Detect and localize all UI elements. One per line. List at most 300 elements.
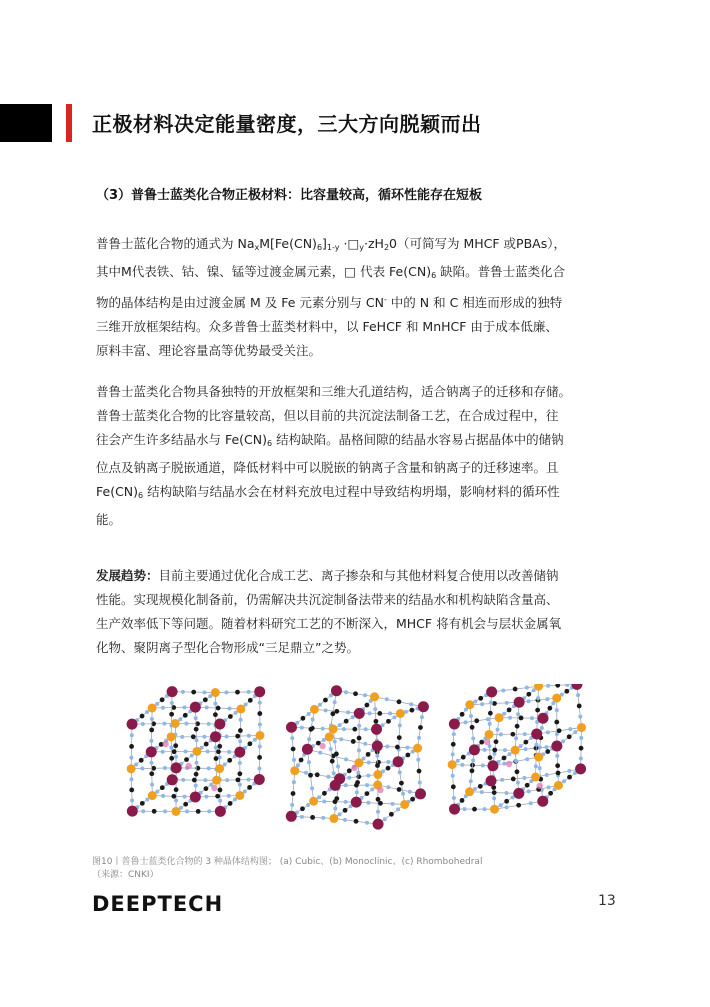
text-line: 性能。实现规模化制备前，仍需解决共沉淀制备法带来的结晶水和机构缺陷含量高、 (96, 592, 559, 607)
nitrogen-atom (333, 700, 337, 704)
carbon-atom (548, 791, 553, 796)
nitrogen-atom (324, 708, 328, 712)
nitrogen-atom (206, 750, 210, 754)
carbon-atom (376, 797, 381, 802)
metal-atom (469, 744, 480, 755)
carbon-atom (169, 756, 174, 761)
iron-atom (554, 781, 563, 790)
nitrogen-atom (141, 809, 145, 813)
carbon-atom (375, 763, 380, 768)
iron-atom (511, 746, 520, 755)
nitrogen-atom (162, 722, 166, 726)
carbon-atom (461, 755, 466, 760)
nitrogen-atom (516, 712, 520, 716)
trend-lead: 发展趋势： (96, 568, 159, 583)
carbon-atom (149, 771, 154, 776)
carbon-atom (139, 758, 144, 763)
iron-atom (396, 709, 405, 718)
metal-atom (190, 702, 201, 713)
carbon-atom (366, 752, 371, 757)
nitrogen-atom (253, 738, 257, 742)
nitrogen-atom (456, 759, 460, 763)
carbon-atom (470, 768, 475, 773)
nitrogen-atom (300, 815, 304, 819)
nitrogen-atom (464, 720, 468, 724)
text-line: 其中M代表铁、钴、镍、锰等过渡金属元素，□ 代表 $Fe(CN)_6$ 缺陷。普鲁士蓝类化合 (96, 264, 566, 280)
metal-atom (449, 804, 460, 815)
carbon-atom (524, 740, 529, 745)
iron-atom (325, 732, 334, 741)
nitrogen-atom (578, 715, 582, 719)
nitrogen-atom (214, 746, 218, 750)
metal-atom (418, 701, 429, 712)
text-line: 化物、聚阴离子型化合物形成“三足鼎立”之势。 (96, 640, 359, 655)
nitrogen-atom (333, 739, 337, 743)
text-line: 能。 (96, 512, 122, 527)
carbon-atom (191, 690, 196, 695)
carbon-atom (129, 744, 134, 749)
nitrogen-atom (329, 747, 333, 751)
nitrogen-atom (514, 736, 518, 740)
carbon-atom (213, 712, 218, 717)
iron-atom (465, 787, 474, 796)
text-line: 物的晶体结构是由过渡金属 M 及 Fe 元素分别与 CN- 中的 N 和 C 相连而形成的独特 (96, 295, 563, 311)
nitrogen-atom (451, 774, 455, 778)
nitrogen-atom (483, 748, 487, 752)
metal-atom (575, 763, 586, 774)
nitrogen-atom (514, 759, 518, 763)
nitrogen-atom (451, 752, 455, 756)
nitrogen-atom (452, 732, 456, 736)
nitrogen-atom (322, 799, 326, 803)
iron-atom (370, 692, 379, 701)
nitrogen-atom (183, 705, 187, 709)
nitrogen-atom (180, 735, 184, 739)
nitrogen-atom (149, 739, 153, 743)
carbon-atom (196, 809, 201, 814)
nitrogen-atom (363, 742, 367, 746)
iron-atom (534, 753, 543, 762)
nitrogen-atom (496, 728, 500, 732)
carbon-atom (504, 799, 509, 804)
nitrogen-atom (500, 778, 504, 782)
carbon-atom (214, 756, 219, 761)
nitrogen-atom (519, 744, 523, 748)
nitrogen-atom (218, 799, 222, 803)
metal-atom (210, 731, 221, 742)
nitrogen-atom (134, 763, 138, 767)
nitrogen-atom (150, 717, 154, 721)
carbon-atom (488, 711, 493, 716)
nitrogen-atom (505, 805, 509, 809)
carbon-atom (140, 714, 145, 719)
nitrogen-atom (203, 778, 207, 782)
iron-atom (577, 723, 586, 732)
nitrogen-atom (344, 800, 348, 804)
nitrogen-atom (555, 708, 559, 712)
carbon-atom (353, 691, 358, 696)
carbon-atom (515, 724, 520, 729)
nitrogen-atom (547, 785, 551, 789)
metal-atom (486, 686, 497, 697)
metal-atom (537, 796, 548, 807)
carbon-atom (386, 766, 391, 771)
iron-atom (309, 797, 318, 806)
nitrogen-atom (344, 690, 348, 694)
nitrogen-atom (398, 724, 402, 728)
nitrogen-atom (538, 766, 542, 770)
carbon-atom (567, 775, 572, 780)
nitrogen-atom (257, 766, 261, 770)
nitrogen-atom (247, 690, 251, 694)
nitrogen-atom (452, 796, 456, 800)
carbon-atom (564, 689, 569, 694)
nitrogen-atom (161, 750, 165, 754)
iron-atom (310, 705, 319, 714)
nitrogen-atom (471, 737, 475, 741)
carbon-atom (149, 728, 154, 733)
carbon-atom (129, 788, 134, 793)
nitrogen-atom (489, 701, 493, 705)
nitrogen-atom (505, 791, 509, 795)
crystal-monoclinic (286, 685, 429, 829)
carbon-atom (395, 745, 400, 750)
carbon-atom (502, 756, 507, 761)
iron-atom (485, 730, 494, 739)
nitrogen-atom (357, 724, 361, 728)
nitrogen-atom (420, 715, 424, 719)
nitrogen-atom (579, 757, 583, 761)
carbon-atom (451, 784, 456, 789)
iron-atom (413, 744, 422, 753)
carbon-atom (333, 799, 338, 804)
carbon-atom (228, 801, 233, 806)
carbon-atom (217, 744, 222, 749)
nitrogen-atom (366, 774, 370, 778)
carbon-atom (356, 774, 361, 779)
nitrogen-atom (505, 701, 509, 705)
nitrogen-atom (194, 784, 198, 788)
nitrogen-atom (239, 718, 243, 722)
nitrogen-atom (321, 816, 325, 820)
iron-atom (215, 764, 224, 773)
metal-atom (167, 774, 178, 785)
carbon-atom (365, 703, 370, 708)
nitrogen-atom (129, 777, 133, 781)
carbon-atom (204, 786, 209, 791)
carbon-atom (216, 749, 221, 754)
nitrogen-atom (530, 716, 534, 720)
iron-atom (400, 800, 409, 809)
nitrogen-atom (364, 727, 368, 731)
carbon-atom (218, 788, 223, 793)
iron-atom (171, 807, 180, 816)
carbon-atom (409, 708, 414, 713)
iron-atom (235, 791, 244, 800)
iron-atom (236, 704, 245, 713)
nitrogen-atom (185, 809, 189, 813)
nitrogen-atom (321, 727, 325, 731)
section-subtitle: （3）普鲁士蓝类化合物正极材料：比容量较高，循环性能存在短板 (96, 188, 483, 203)
carbon-atom (410, 797, 415, 802)
nitrogen-atom (183, 795, 187, 799)
nitrogen-atom (194, 716, 198, 720)
carbon-atom (507, 708, 512, 713)
carbon-atom (235, 690, 240, 695)
nitrogen-atom (223, 762, 227, 766)
sodium-atom (536, 783, 542, 789)
carbon-atom (479, 740, 484, 745)
nitrogen-atom (161, 706, 165, 710)
carbon-atom (228, 714, 233, 719)
nitrogen-atom (383, 817, 387, 821)
nitrogen-atom (355, 790, 359, 794)
metal-atom (513, 788, 524, 799)
nitrogen-atom (481, 763, 485, 767)
nitrogen-atom (130, 733, 134, 737)
nitrogen-atom (258, 744, 262, 748)
text-line: 普鲁士蓝类化合物的比容量较高，但以目前的共沉淀法制备工艺，在合成过程中，往 (96, 408, 559, 423)
nitrogen-atom (471, 758, 475, 762)
nitrogen-atom (227, 794, 231, 798)
metal-atom (234, 747, 245, 758)
text-line: $Fe(CN)_6$ 结构缺陷与结晶水会在材料充放电过程中导致结构坍塌，影响材料的循环性 (96, 484, 560, 500)
carbon-atom (310, 815, 315, 820)
crystal-rhombohedral (448, 684, 586, 815)
iron-atom (171, 719, 180, 728)
carbon-atom (174, 787, 179, 792)
carbon-atom (386, 719, 391, 724)
nitrogen-atom (311, 717, 315, 721)
carbon-atom (308, 773, 313, 778)
carbon-atom (227, 758, 232, 763)
crystal-cubic (126, 686, 265, 817)
nitrogen-atom (238, 761, 242, 765)
nitrogen-atom (304, 771, 308, 775)
carbon-atom (470, 725, 475, 730)
nitrogen-atom (306, 803, 310, 807)
nitrogen-atom (150, 783, 154, 787)
nitrogen-atom (534, 743, 538, 747)
nitrogen-atom (130, 799, 134, 803)
nitrogen-atom (163, 766, 167, 770)
nitrogen-atom (386, 760, 390, 764)
carbon-atom (492, 790, 497, 795)
metal-atom (215, 806, 226, 817)
nitrogen-atom (300, 726, 304, 730)
metal-atom (537, 713, 548, 724)
carbon-atom (334, 709, 339, 714)
nitrogen-atom (178, 717, 182, 721)
nitrogen-atom (534, 764, 538, 768)
carbon-atom (300, 806, 305, 811)
nitrogen-atom (508, 752, 512, 756)
nitrogen-atom (524, 747, 528, 751)
carbon-atom (257, 711, 262, 716)
nitrogen-atom (346, 710, 350, 714)
carbon-atom (378, 801, 383, 806)
metal-atom (531, 728, 542, 739)
sodium-atom (211, 785, 217, 791)
nitrogen-atom (522, 776, 526, 780)
metal-atom (551, 741, 562, 752)
carbon-atom (374, 719, 379, 724)
nitrogen-atom (207, 766, 211, 770)
carbon-atom (235, 777, 240, 782)
nitrogen-atom (492, 796, 496, 800)
nitrogen-atom (181, 690, 185, 694)
text-line: 三维开放框架结构。众多普鲁士蓝类材料中，以 FeHCF 和 MnHCF 由于成本低廉、 (96, 319, 558, 335)
nitrogen-atom (203, 690, 207, 694)
carbon-atom (330, 759, 335, 764)
carbon-atom (555, 684, 560, 688)
metal-atom (372, 740, 383, 751)
nitrogen-atom (545, 773, 549, 777)
carbon-atom (478, 696, 483, 701)
carbon-atom (478, 784, 483, 789)
nitrogen-atom (391, 802, 395, 806)
sodium-atom (377, 787, 383, 793)
carbon-atom (322, 791, 327, 796)
carbon-atom (405, 753, 410, 758)
nitrogen-atom (332, 771, 336, 775)
nitrogen-atom (204, 795, 208, 799)
nitrogen-atom (480, 790, 484, 794)
nitrogen-atom (366, 801, 370, 805)
metal-atom (214, 719, 225, 730)
carbon-atom (183, 713, 188, 718)
nitrogen-atom (499, 732, 503, 736)
metal-atom (354, 708, 365, 719)
caption-source: （来源：CNKI） (92, 870, 159, 880)
nitrogen-atom (525, 686, 529, 690)
carbon-atom (183, 802, 188, 807)
nitrogen-atom (150, 761, 154, 765)
nitrogen-atom (290, 803, 294, 807)
iron-atom (552, 694, 561, 703)
carbon-atom (330, 711, 335, 716)
nitrogen-atom (376, 810, 380, 814)
nitrogen-atom (342, 727, 346, 731)
sodium-atom (506, 761, 512, 767)
text-line: 往会产生许多结晶水与 $Fe(CN)_6$ 结构缺陷。晶格间隙的结晶水容易占据晶体中的储钠 (96, 432, 564, 448)
carbon-atom (247, 741, 252, 746)
iron-atom (212, 776, 221, 785)
nitrogen-atom (568, 727, 572, 731)
metal-atom (254, 774, 265, 785)
carbon-atom (257, 755, 262, 760)
carbon-atom (399, 781, 404, 786)
iron-atom (531, 773, 540, 782)
iron-atom (373, 770, 382, 779)
deeptech-logo: DEEPTECH (92, 892, 224, 916)
nitrogen-atom (190, 753, 194, 757)
nitrogen-atom (368, 711, 372, 715)
carbon-atom (516, 803, 521, 808)
nitrogen-atom (469, 779, 473, 783)
carbon-atom (557, 728, 562, 733)
nitrogen-atom (523, 732, 527, 736)
iron-atom (448, 760, 457, 769)
nitrogen-atom (339, 737, 343, 741)
carbon-atom (397, 699, 402, 704)
iron-atom (127, 764, 136, 773)
carbon-atom (216, 706, 221, 711)
nitrogen-atom (292, 780, 296, 784)
nitrogen-atom (338, 723, 342, 727)
metal-atom (331, 685, 342, 696)
carbon-atom (215, 794, 220, 799)
metal-atom (254, 686, 265, 697)
carbon-atom (389, 812, 394, 817)
nitrogen-atom (545, 697, 549, 701)
carbon-atom (545, 749, 550, 754)
page-title: 正极材料决定能量密度，三大方向脱颖而出 (92, 112, 482, 136)
text-line: 位点及钠离子脱嵌通道，降低材料中可以脱嵌的钠离子含量和钠离子的迁移速率。且 (96, 460, 559, 475)
carbon-atom (525, 783, 530, 788)
nitrogen-atom (469, 714, 473, 718)
nitrogen-atom (318, 703, 322, 707)
carbon-atom (323, 698, 328, 703)
nitrogen-atom (140, 767, 144, 771)
carbon-atom (343, 808, 348, 813)
carbon-atom (519, 716, 524, 721)
metal-atom (286, 811, 297, 822)
paragraph-trend (96, 564, 636, 660)
iron-atom (255, 731, 264, 740)
nitrogen-atom (318, 751, 322, 755)
metal-atom (286, 722, 297, 733)
nitrogen-atom (174, 799, 178, 803)
carbon-atom (194, 772, 199, 777)
metal-atom (486, 775, 497, 786)
nitrogen-atom (573, 730, 577, 734)
nitrogen-atom (561, 739, 565, 743)
iron-atom (495, 713, 504, 722)
nitrogen-atom (227, 706, 231, 710)
carbon-atom (237, 771, 242, 776)
carbon-atom (460, 798, 465, 803)
nitrogen-atom (344, 783, 348, 787)
carbon-atom (513, 687, 518, 692)
nitrogen-atom (555, 754, 559, 758)
nitrogen-atom (486, 717, 490, 721)
carbon-atom (191, 734, 196, 739)
nitrogen-atom (527, 789, 531, 793)
nitrogen-atom (317, 795, 321, 799)
nitrogen-atom (365, 783, 369, 787)
carbon-atom (579, 746, 584, 751)
nitrogen-atom (525, 757, 529, 761)
carbon-atom (299, 758, 304, 763)
nitrogen-atom (463, 807, 467, 811)
header-black-block (0, 104, 52, 142)
carbon-atom (351, 739, 356, 744)
nitrogen-atom (333, 807, 337, 811)
nitrogen-atom (398, 770, 402, 774)
nitrogen-atom (238, 783, 242, 787)
carbon-atom (152, 809, 157, 814)
iron-atom (148, 703, 157, 712)
nitrogen-atom (544, 745, 548, 749)
nitrogen-atom (540, 726, 544, 730)
nitrogen-atom (307, 712, 311, 716)
nitrogen-atom (347, 776, 351, 780)
carbon-atom (526, 692, 531, 697)
paragraph-formula (96, 232, 636, 363)
nitrogen-atom (499, 803, 503, 807)
sodium-atom (186, 763, 192, 769)
